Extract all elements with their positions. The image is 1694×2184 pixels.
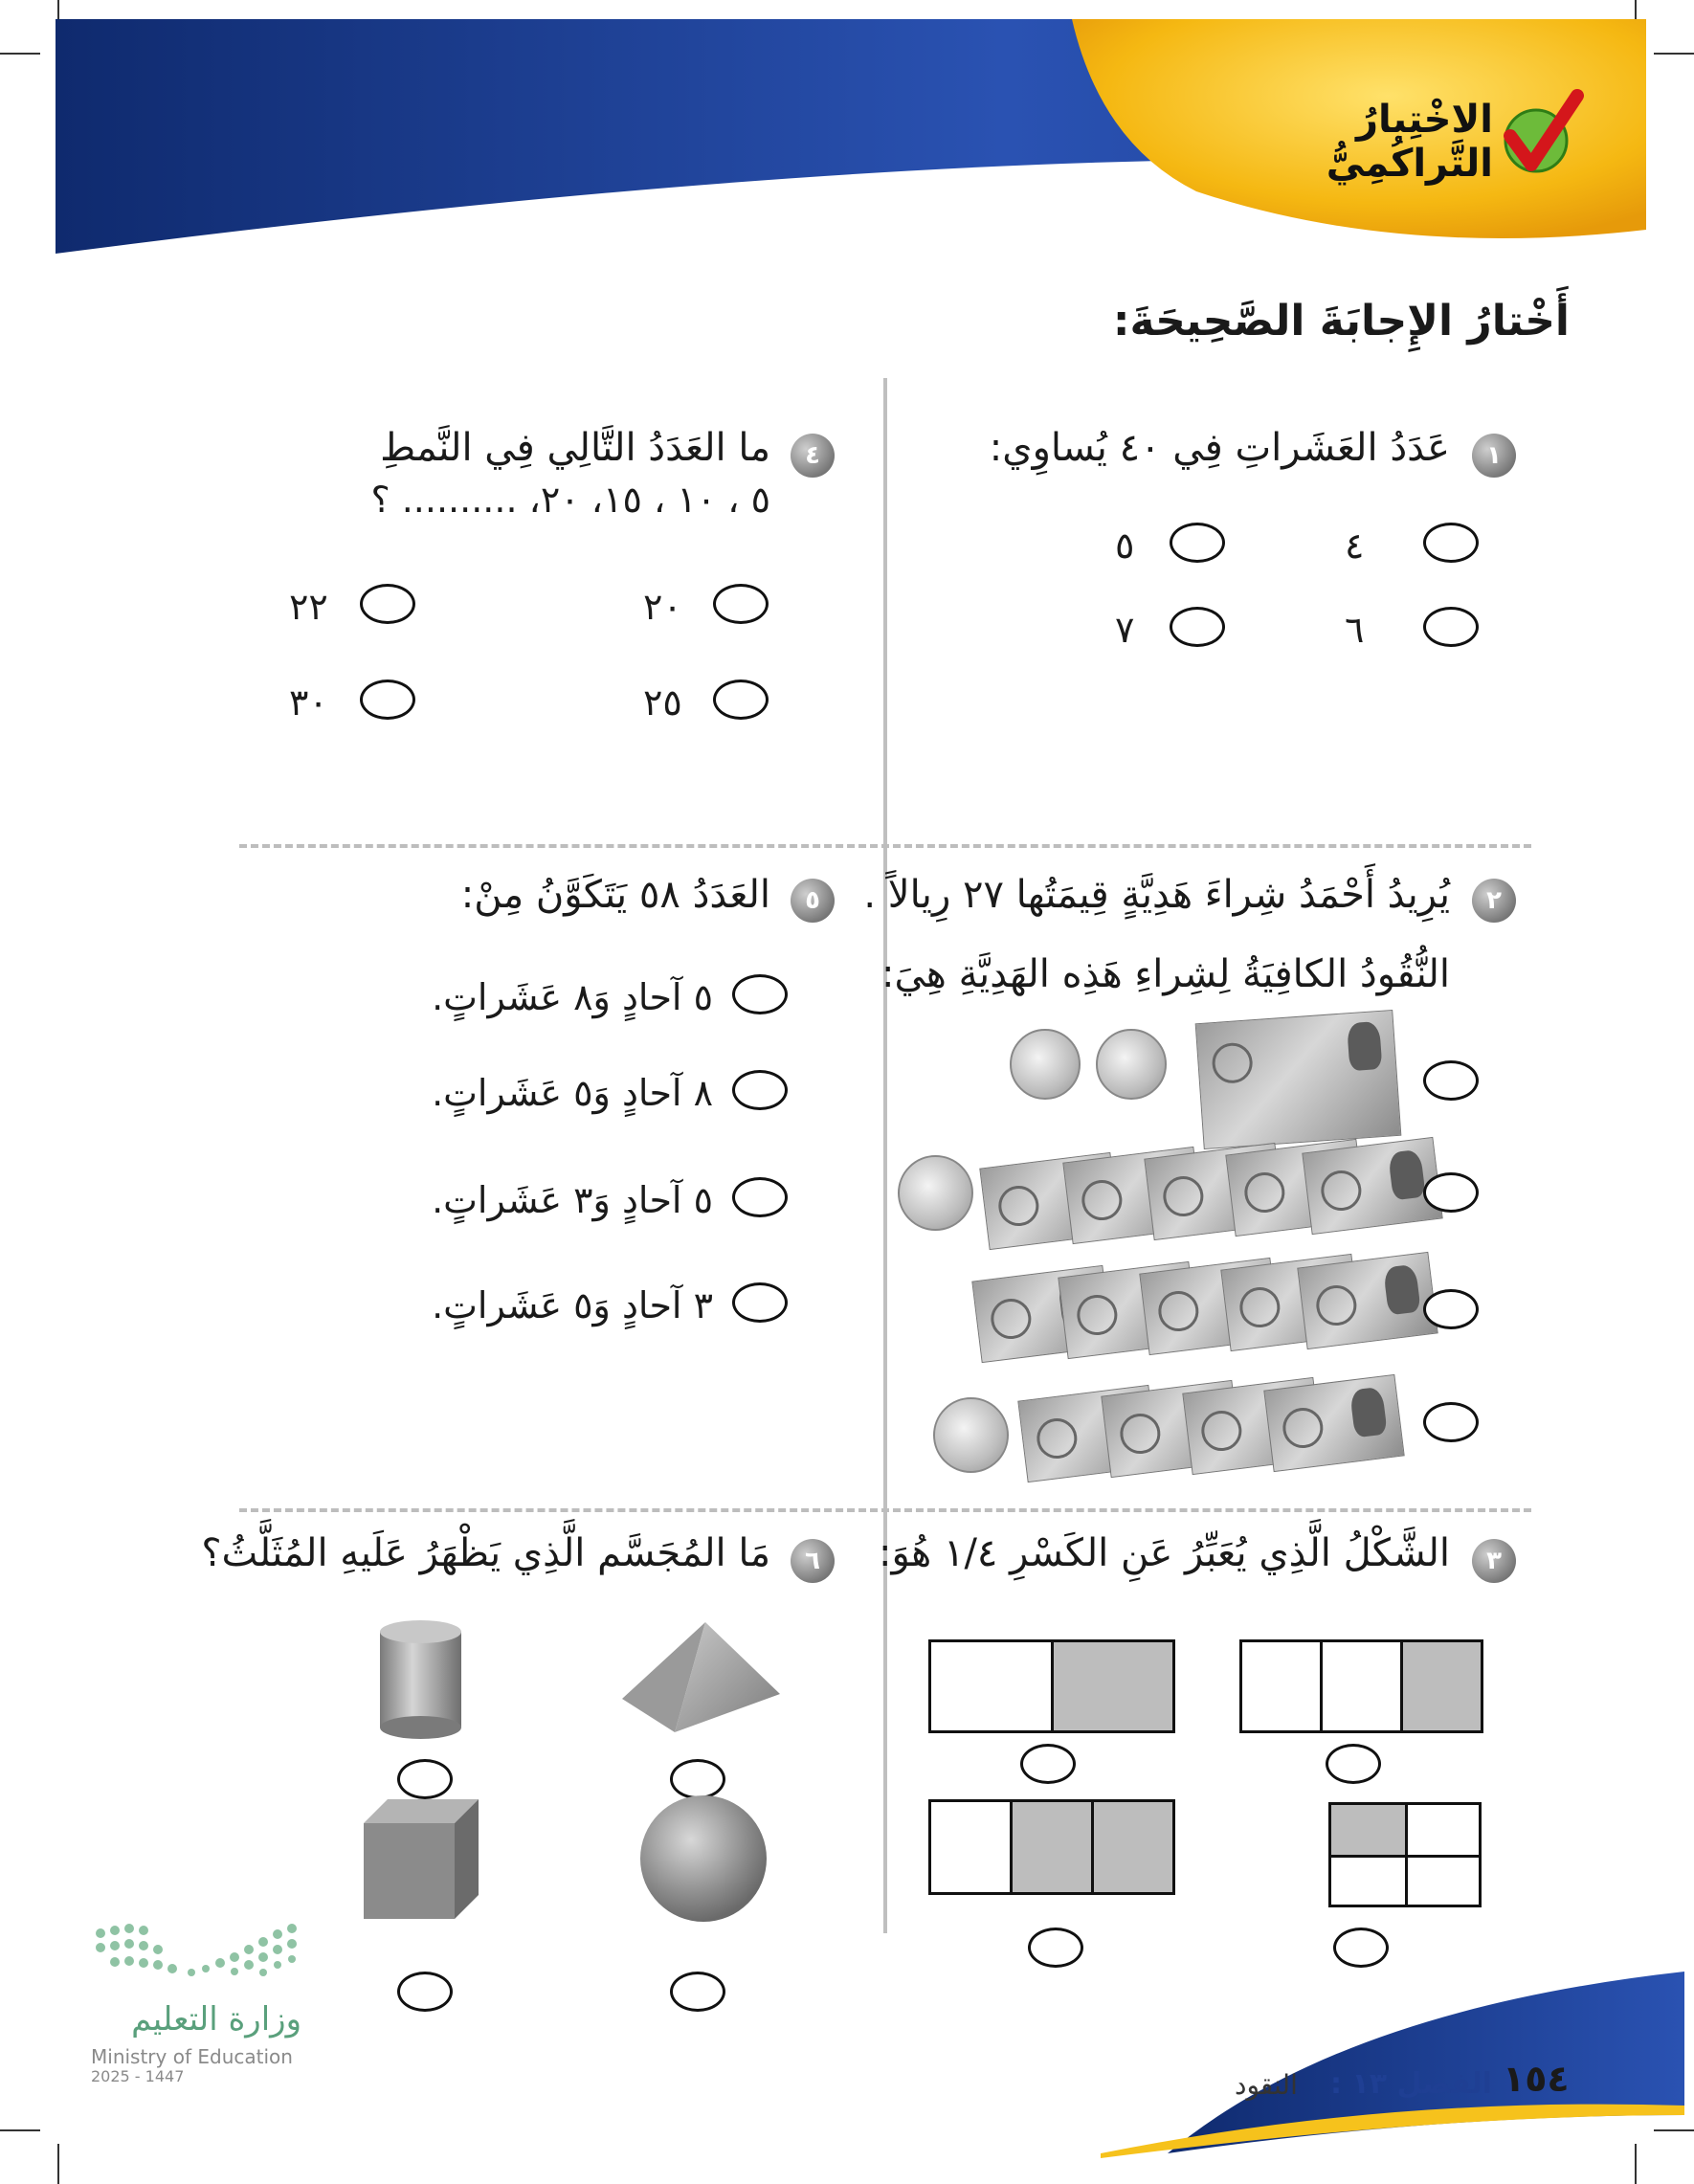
question-5-text: العَدَدُ ٥٨ يَتَكَوَّنُ مِنْ: (460, 873, 770, 917)
q2-option-radio[interactable] (1423, 1172, 1479, 1213)
q1-option-radio[interactable] (1170, 607, 1225, 647)
q1-option-radio[interactable] (1423, 607, 1479, 647)
cylinder-shape (375, 1617, 471, 1742)
q5-option-radio[interactable] (732, 974, 788, 1014)
question-number-6: ٦ (791, 1539, 835, 1583)
q1-option-radio[interactable] (1423, 523, 1479, 563)
cube-shape (359, 1794, 493, 1924)
q5-option-label: ٣ آحادٍ وَ٥ عَشَراتٍ. (432, 1284, 713, 1326)
ministry-name-en: Ministry of Education (91, 2045, 293, 2068)
question-4-text: ما العَدَدُ التَّالِي فِي النَّمطِ (380, 426, 770, 470)
page-title: الاخْتِبارُ التَّراكُمِيُّ (1326, 98, 1493, 186)
sphere-shape (636, 1792, 770, 1926)
q5-option-label: ٥ آحادٍ وَ٨ عَشَراتٍ. (432, 976, 713, 1018)
question-3-text: الشَّكْلُ الَّذِي يُعَبِّرُ عَنِ الكَسْرِ ١/٤ هُوَ: (879, 1531, 1450, 1575)
coin-image (898, 1155, 973, 1231)
checkmark-icon (1493, 88, 1584, 179)
row-divider (239, 844, 1531, 848)
fraction-halves-shape (928, 1639, 1175, 1733)
question-number-4: ٤ (791, 434, 835, 478)
row-divider (239, 1508, 1531, 1512)
q4-option-label: ٢٠ (643, 586, 682, 628)
ministry-name-ar: وزارة التعليم (131, 2000, 301, 2039)
question-6-text: مَا المُجَسَّم الَّذِي يَظْهَرُ عَلَيهِ المُثَلَّثُ؟ (201, 1531, 770, 1575)
question-number-3: ٣ (1472, 1539, 1516, 1583)
q5-option-radio[interactable] (732, 1177, 788, 1217)
banknote-image (1263, 1374, 1404, 1472)
q1-option-label: ٤ (1345, 524, 1365, 567)
question-2-line1: يُرِيدُ أَحْمَدُ شِراءَ هَدِيَّةٍ قِيمَتُها ٢٧ رِيالاً . (863, 873, 1450, 917)
pyramid-shape (617, 1617, 790, 1742)
page-number: ١٥٤ (1503, 2058, 1570, 2100)
q3-option-radio[interactable] (1326, 1744, 1381, 1784)
column-divider (883, 378, 887, 1933)
q4-option-label: ٢٢ (289, 586, 328, 628)
q5-option-radio[interactable] (732, 1070, 788, 1110)
coin-image (1096, 1029, 1167, 1100)
chapter-topic: النقود (1235, 2069, 1298, 2101)
year-label: 2025 - 1447 (91, 2067, 185, 2085)
coin-image (1010, 1029, 1081, 1100)
fraction-thirds-shape (928, 1799, 1175, 1895)
q4-option-radio[interactable] (713, 680, 769, 720)
q3-option-radio[interactable] (1020, 1744, 1076, 1784)
q4-option-label: ٣٠ (289, 681, 328, 724)
q2-option-radio[interactable] (1423, 1289, 1479, 1329)
q5-option-radio[interactable] (732, 1282, 788, 1323)
q4-option-radio[interactable] (713, 584, 769, 624)
q6-option-radio[interactable] (397, 1759, 453, 1799)
banknote-image (1302, 1137, 1442, 1235)
q4-option-radio[interactable] (360, 680, 415, 720)
question-2-line2: النُّقُودُ الكافِيَةُ لِشِراءِ هَذِه الهَدِيَّةِ هِيَ: (880, 952, 1450, 996)
q4-pattern: ٥ ، ١٠ ، ١٥، ٢٠، .......... ؟ (370, 479, 770, 521)
q1-option-label: ٧ (1115, 609, 1135, 651)
q2-option-radio[interactable] (1423, 1402, 1479, 1442)
question-number-1: ١ (1472, 434, 1516, 478)
q5-option-label: ٨ آحادٍ وَ٥ عَشَراتٍ. (432, 1072, 713, 1114)
fraction-quarters-shape (1328, 1802, 1482, 1907)
question-1-text: عَدَدُ العَشَراتِ فِي ٤٠ يُساوِي: (989, 426, 1450, 470)
q1-option-label: ٥ (1115, 524, 1135, 567)
question-number-5: ٥ (791, 879, 835, 923)
question-number-2: ٢ (1472, 879, 1516, 923)
banknote-image (1195, 1010, 1402, 1149)
q1-option-label: ٦ (1345, 609, 1365, 651)
banknote-image (1297, 1252, 1438, 1349)
q4-option-radio[interactable] (360, 584, 415, 624)
fraction-thirds-shape (1239, 1639, 1483, 1733)
chapter-label: الفصل ١٣ : (1330, 2067, 1492, 2101)
coin-image (933, 1397, 1009, 1473)
q5-option-label: ٥ آحادٍ وَ٣ عَشَراتٍ. (432, 1179, 713, 1221)
instruction-text: أَخْتارُ الإِجابَةَ الصَّحِيحَةَ: (1112, 297, 1570, 345)
q4-option-label: ٢٥ (643, 681, 682, 724)
q1-option-radio[interactable] (1170, 523, 1225, 563)
q2-option-radio[interactable] (1423, 1060, 1479, 1101)
